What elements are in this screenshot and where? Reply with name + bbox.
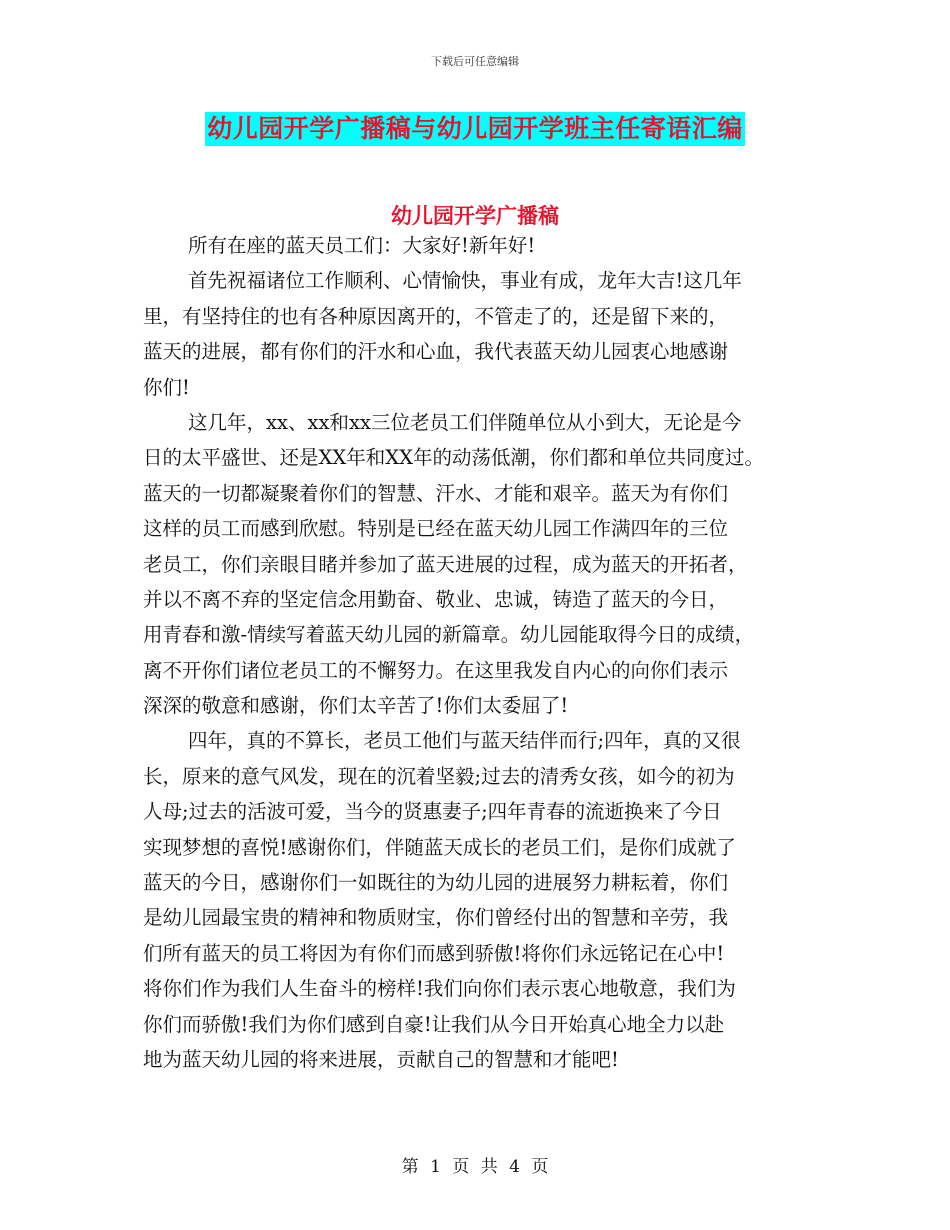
body-line: 实现梦想的喜悦!感谢你们，伴随蓝天成长的老员工们，是你们成就了: [143, 835, 736, 859]
body-line: 地为蓝天幼儿园的将来进展，贡献自己的智慧和才能吧!: [143, 1047, 619, 1071]
body-line: 这样的员工而感到欣慰。特别是已经在蓝天幼儿园工作满四年的三位: [143, 517, 729, 541]
body-line: 日的太平盛世、还是XX年和XX年的动荡低潮，你们都和单位共同度过。: [143, 446, 765, 470]
body-line: 并以不离不弃的坚定信念用勤奋、敬业、忠诚，铸造了蓝天的今日，: [143, 587, 729, 611]
body-line: 深深的敬意和感谢，你们太辛苦了!你们太委屈了!: [143, 694, 569, 718]
body-line: 蓝天的今日，感谢你们一如既往的为幼儿园的进展努力耕耘着，你们: [143, 871, 729, 895]
body-line: 将你们作为我们人生奋斗的榜样!我们向你们表示衷心地敬意，我们为: [143, 977, 736, 1001]
body-line: 这几年，xx、xx和xx三位老员工们伴随单位从小到大，无论是今: [188, 410, 742, 434]
body-line: 首先祝福诸位工作顺利、心情愉快，事业有成，龙年大吉!这几年: [188, 269, 742, 293]
body-line: 离不开你们诸位老员工的不懈努力。在这里我发自内心的向你们表示: [143, 658, 729, 682]
body-line: 里，有坚持住的也有各种原因离开的，不管走了的，还是留下来的，: [143, 304, 729, 328]
body-line: 你们!: [143, 375, 190, 399]
body-text: [143, 228, 843, 1077]
body-line: 们所有蓝天的员工将因为有你们而感到骄傲!将你们永远铭记在心中!: [143, 941, 725, 965]
section-title: 幼儿园开学广播稿: [391, 204, 559, 228]
document-title-container: [0, 112, 950, 146]
body-line: 人母;过去的活波可爱，当今的贤惠妻子;四年青春的流逝换来了今日: [143, 800, 722, 824]
body-line: 你们而骄傲!我们为你们感到自豪!让我们从今日开始真心地全力以赴: [143, 1012, 725, 1036]
body-line: 用青春和激-情续写着蓝天幼儿园的新篇章。幼儿园能取得今日的成绩，: [143, 623, 755, 647]
body-line: 长，原来的意气风发，现在的沉着坚毅;过去的清秀女孩，如今的初为: [143, 764, 735, 788]
body-line: 老员工，你们亲眼目睹并参加了蓝天进展的过程，成为蓝天的开拓者，: [143, 552, 748, 576]
body-line: 蓝天的一切都凝聚着你们的智慧、汗水、才能和艰辛。蓝天为有你们: [143, 481, 729, 505]
body-line: 是幼儿园最宝贵的精神和物质财宝，你们曾经付出的智慧和辛劳，我: [143, 906, 729, 930]
body-line: 所有在座的蓝天员工们：大家好!新年好!: [188, 234, 536, 257]
page-header-note: 下载后可任意编辑: [431, 55, 519, 68]
body-line: 蓝天的进展，都有你们的汗水和心血，我代表蓝天幼儿园衷心地感谢: [143, 340, 729, 364]
page-footer: 第 1 页 共 4 页: [401, 1157, 549, 1177]
document-title: 幼儿园开学广播稿与幼儿园开学班主任寄语汇编: [205, 112, 745, 146]
body-line: 四年，真的不算长，老员工他们与蓝天结伴而行;四年，真的又很: [188, 729, 741, 753]
